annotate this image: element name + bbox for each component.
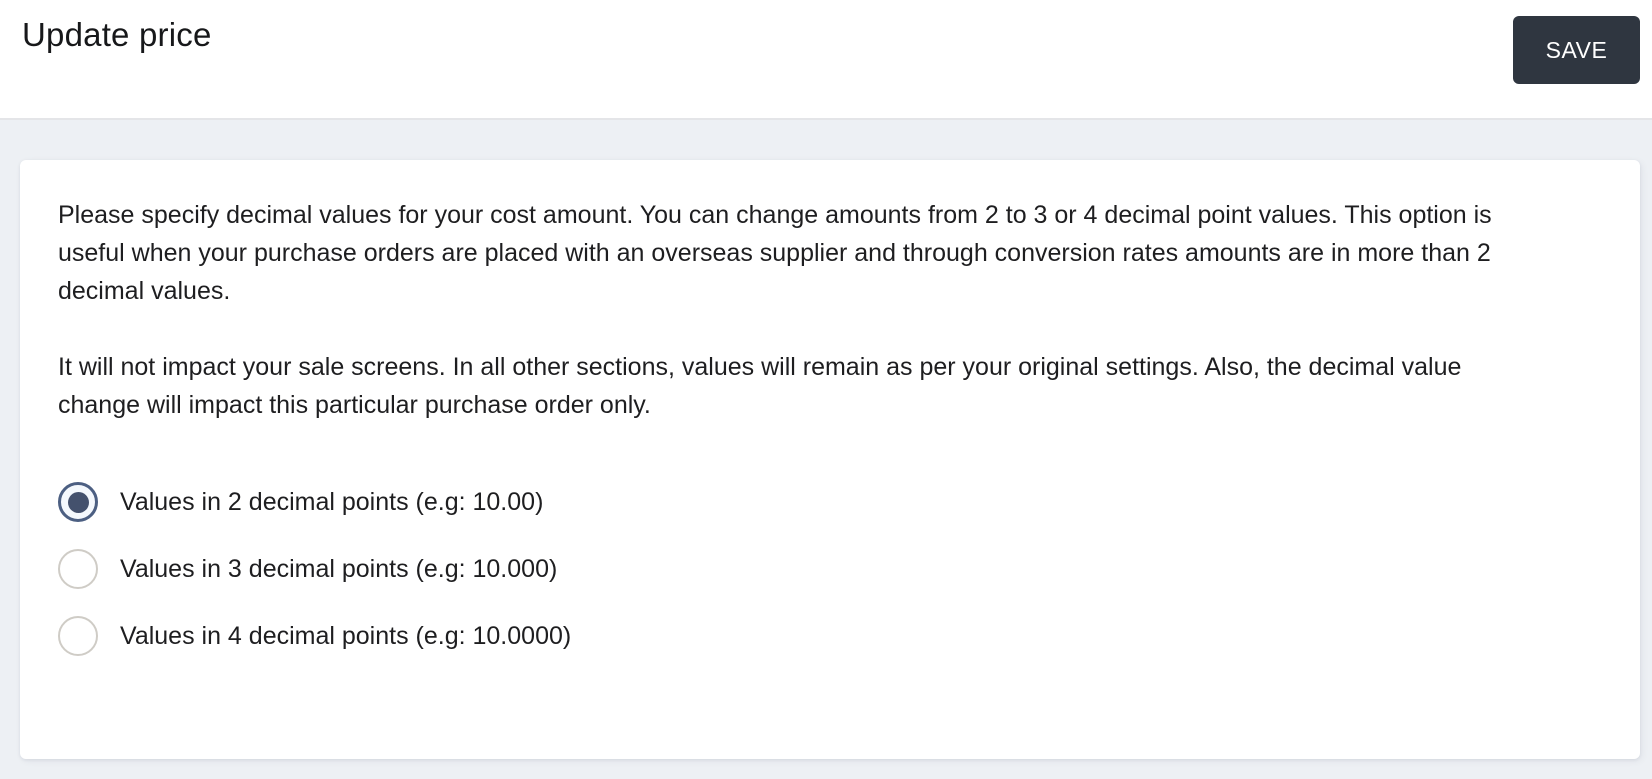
page-title: Update price	[22, 16, 212, 53]
description-paragraph-1: Please specify decimal values for your cost amount. You can change amounts from 2 to 3 or 4 decimal point values. This option is useful when your purchase orders are placed with an overseas supplier and through conversion rates amounts are in more than 2 decimal values.	[58, 201, 1492, 305]
radio-unselected-icon[interactable]	[58, 616, 98, 656]
radio-option-label: Values in 2 decimal points (e.g: 10.00)	[120, 487, 544, 516]
radio-option-label: Values in 4 decimal points (e.g: 10.0000)	[120, 621, 572, 650]
decimal-options-group	[58, 482, 1560, 656]
radio-selected-icon[interactable]	[58, 482, 98, 522]
save-button[interactable]: SAVE	[1513, 16, 1640, 84]
radio-option-3-decimals[interactable]	[58, 549, 557, 589]
update-price-panel	[20, 160, 1640, 759]
radio-unselected-icon[interactable]	[58, 549, 98, 589]
radio-dot	[68, 492, 89, 513]
header	[0, 0, 1652, 120]
radio-option-label: Values in 3 decimal points (e.g: 10.000)	[120, 554, 558, 583]
radio-option-4-decimals[interactable]	[58, 616, 571, 656]
content-area	[0, 120, 1652, 779]
description-paragraph-2: It will not impact your sale screens. In all other sections, values will remain as per your original settings. Also, the decimal value change will impact this particular purchase order only.	[58, 353, 1462, 419]
radio-option-2-decimals[interactable]	[58, 482, 543, 522]
